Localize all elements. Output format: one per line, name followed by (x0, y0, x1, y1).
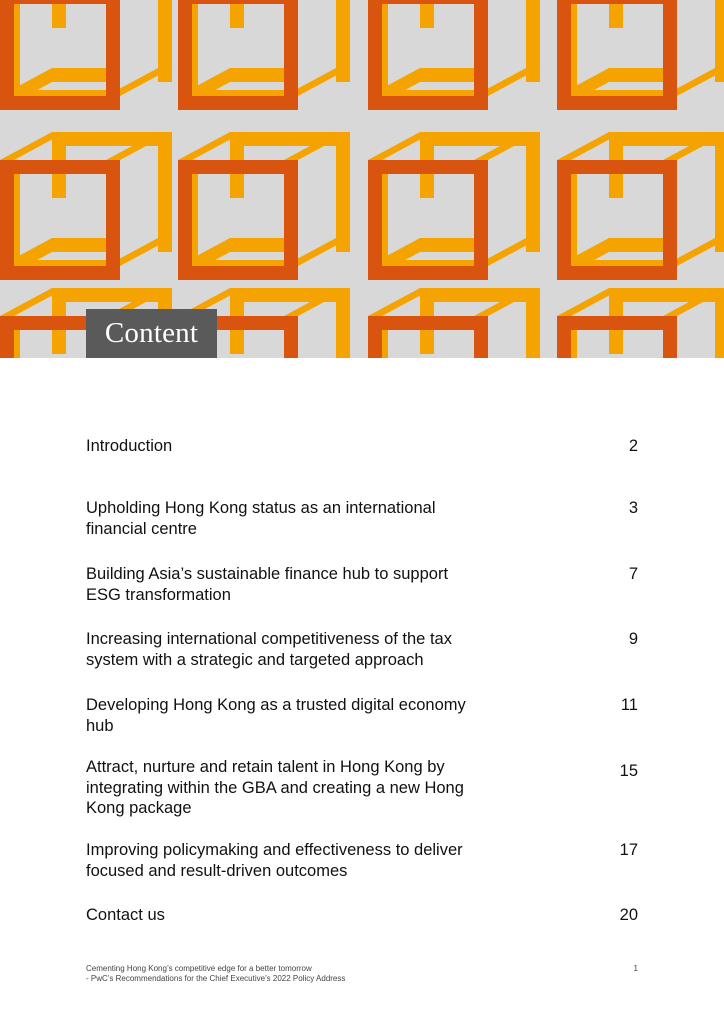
toc-item-page: 3 (628, 499, 638, 517)
toc-item-label: Upholding Hong Kong status as an international financial centre (86, 499, 436, 538)
toc-item-label: Increasing international competitiveness of the tax system with a strategic and targeted approach (86, 630, 452, 669)
toc-item-label: Improving policymaking and effectiveness to deliver focused and result-driven outcomes (86, 841, 463, 880)
toc-item-page: 9 (628, 630, 638, 648)
footer-line-1: Cementing Hong Kong’s competitive edge for a better tomorrow (86, 964, 312, 973)
page-title: Content (86, 309, 217, 358)
toc-item-page: 11 (620, 696, 638, 714)
toc-item-label: Attract, nurture and retain talent in Hong Kong by integrating within the GBA and creating a new Hong Kong package (86, 758, 464, 817)
toc-item-page: 15 (619, 762, 638, 780)
toc-item-page: 17 (619, 841, 638, 859)
footer-line-2: - PwC’s Recommendations for the Chief Executive’s 2022 Policy Address (86, 974, 346, 983)
toc-item-label: Developing Hong Kong as a trusted digital economy hub (86, 696, 466, 735)
toc-item-label: Building Asia’s sustainable finance hub to support ESG transformation (86, 565, 449, 604)
toc-item-label: Contact us (86, 906, 165, 924)
toc-item-page: 7 (628, 565, 638, 583)
page-footer (86, 964, 638, 984)
toc-item-label: Introduction (86, 437, 173, 455)
toc-item-page: 20 (619, 906, 638, 924)
page-number: 1 (633, 964, 638, 973)
toc-item-page: 2 (628, 437, 638, 455)
